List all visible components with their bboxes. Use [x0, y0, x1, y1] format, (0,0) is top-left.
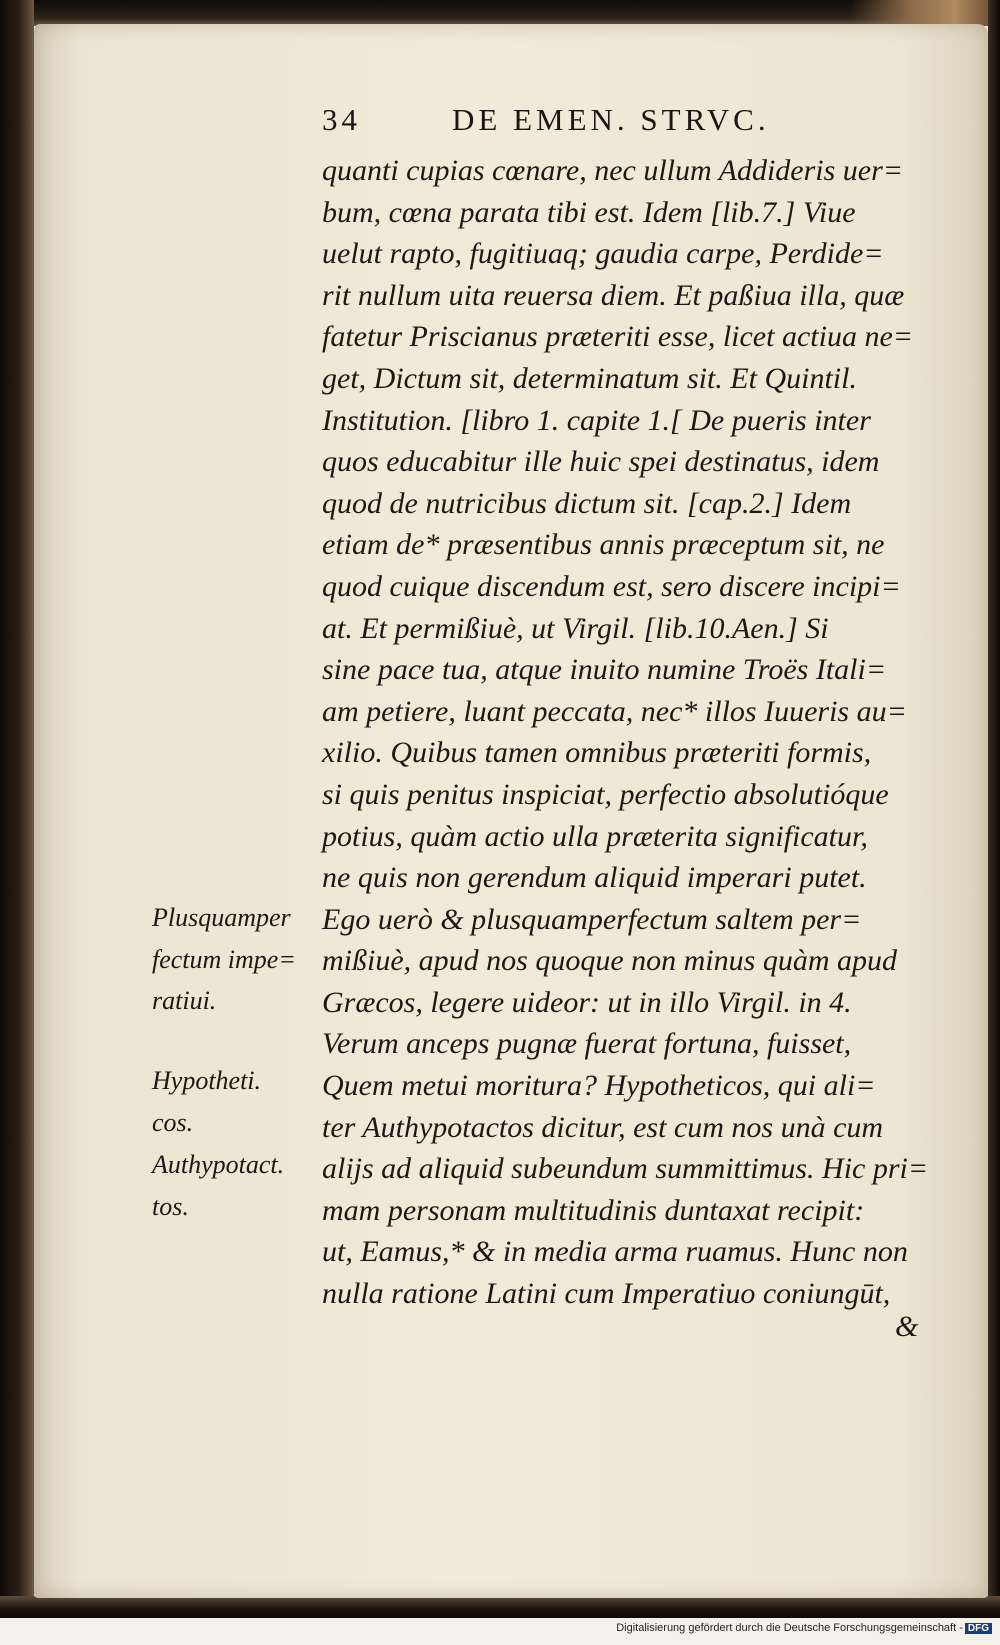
text-line: ter Authypotactos dicitur, est cum nos unà cum [322, 1110, 884, 1144]
text-line: Græcos, legere uideor: ut in illo Virgil. in 4. [322, 985, 852, 1019]
text-line: Institution. [libro 1. capite 1.[ De pueris inter [322, 403, 871, 437]
text-line: am petiere, luant peccata, nec* illos Iuueris au= [322, 694, 907, 728]
margin-note-plusquamperfectum [152, 897, 296, 1022]
text-line: Verum anceps pugnæ fuerat fortuna, fuisset, [322, 1027, 852, 1061]
text-line: mam personam multitudinis duntaxat recipit: [322, 1193, 865, 1227]
margin-note-authypotactos [152, 1144, 284, 1227]
text-line: quod de nutricibus dictum sit. [cap.2.] Idem [322, 486, 852, 520]
body-text [322, 150, 942, 1315]
text-line: alijs ad aliquid subeundum summittimus. Hic pri= [322, 1152, 929, 1186]
text-line: mißiuè, apud nos quoque non minus quàm apud [322, 944, 897, 978]
text-line: bum, cœna parata tibi est. Idem [lib.7.] Viue [322, 195, 856, 229]
text-line: sine pace tua, atque inuito numine Troës Itali= [322, 653, 887, 687]
text-line: potius, quàm actio ulla præterita significatur, [322, 819, 868, 853]
margin-note-line: Plusquamper [152, 903, 291, 932]
dfg-logo: DFG [965, 1623, 992, 1634]
digitization-credit [616, 1622, 992, 1634]
text-line: get, Dictum sit, determinatum sit. Et Quintil. [322, 361, 857, 395]
margin-note-hypotheticos [152, 1060, 261, 1143]
margin-note-line: Authypotact. [152, 1150, 285, 1179]
scan-edge-left [0, 0, 34, 1610]
text-line: ut, Eamus,* & in media arma ruamus. Hunc non [322, 1235, 908, 1269]
text-line: quod cuique discendum est, sero discere incipi= [322, 569, 901, 603]
text-line: Ego uerò & plusquamperfectum saltem per= [322, 902, 862, 936]
text-line: si quis penitus inspiciat, perfectio absolutióque [322, 777, 889, 811]
page-number: 34 [322, 102, 361, 137]
scan-edge-right [988, 0, 1000, 1610]
text-line: quanti cupias cœnare, nec ullum Addideris uer= [322, 154, 904, 187]
text-line: fatetur Priscianus præteriti esse, licet actiua ne= [322, 320, 914, 354]
margin-note-line: ratiui. [152, 986, 217, 1016]
margin-note-line: fectum impe= [152, 944, 296, 974]
margin-note-line: tos. [152, 1191, 189, 1221]
text-line: Quem metui moritura? Hypotheticos, qui ali= [322, 1069, 876, 1103]
text-line: rit nullum uita reuersa diem. Et paßiua illa, quæ [322, 278, 905, 312]
text-line: quos educabitur ille huic spei destinatus, idem [322, 445, 880, 479]
credit-text: Digitalisierung gefördert durch die Deutsche Forschungsgemeinschaft - [616, 1622, 963, 1634]
scan-edge-bottom [0, 1596, 1000, 1618]
text-line: uelut rapto, fugitiuaq; gaudia carpe, Perdide= [322, 237, 884, 271]
text-line: at. Et permißiuè, ut Virgil. [lib.10.Aen.] Si [322, 611, 829, 645]
margin-note-line: Hypotheti. [152, 1066, 262, 1095]
running-title: DE EMEN. STRVC. [452, 102, 770, 137]
text-line: nulla ratione Latini cum Imperatiuo coniungūt, [322, 1277, 891, 1311]
text-line: ne quis non gerendum aliquid imperari putet. [322, 861, 867, 895]
running-head [322, 102, 842, 138]
text-line: xilio. Quibus tamen omnibus præteriti formis, [322, 736, 872, 770]
text-line: etiam de* præsentibus annis præceptum sit, ne [322, 528, 885, 562]
margin-note-line: cos. [152, 1107, 194, 1137]
binding-corner [850, 0, 1000, 26]
catchword: & [895, 1310, 919, 1343]
